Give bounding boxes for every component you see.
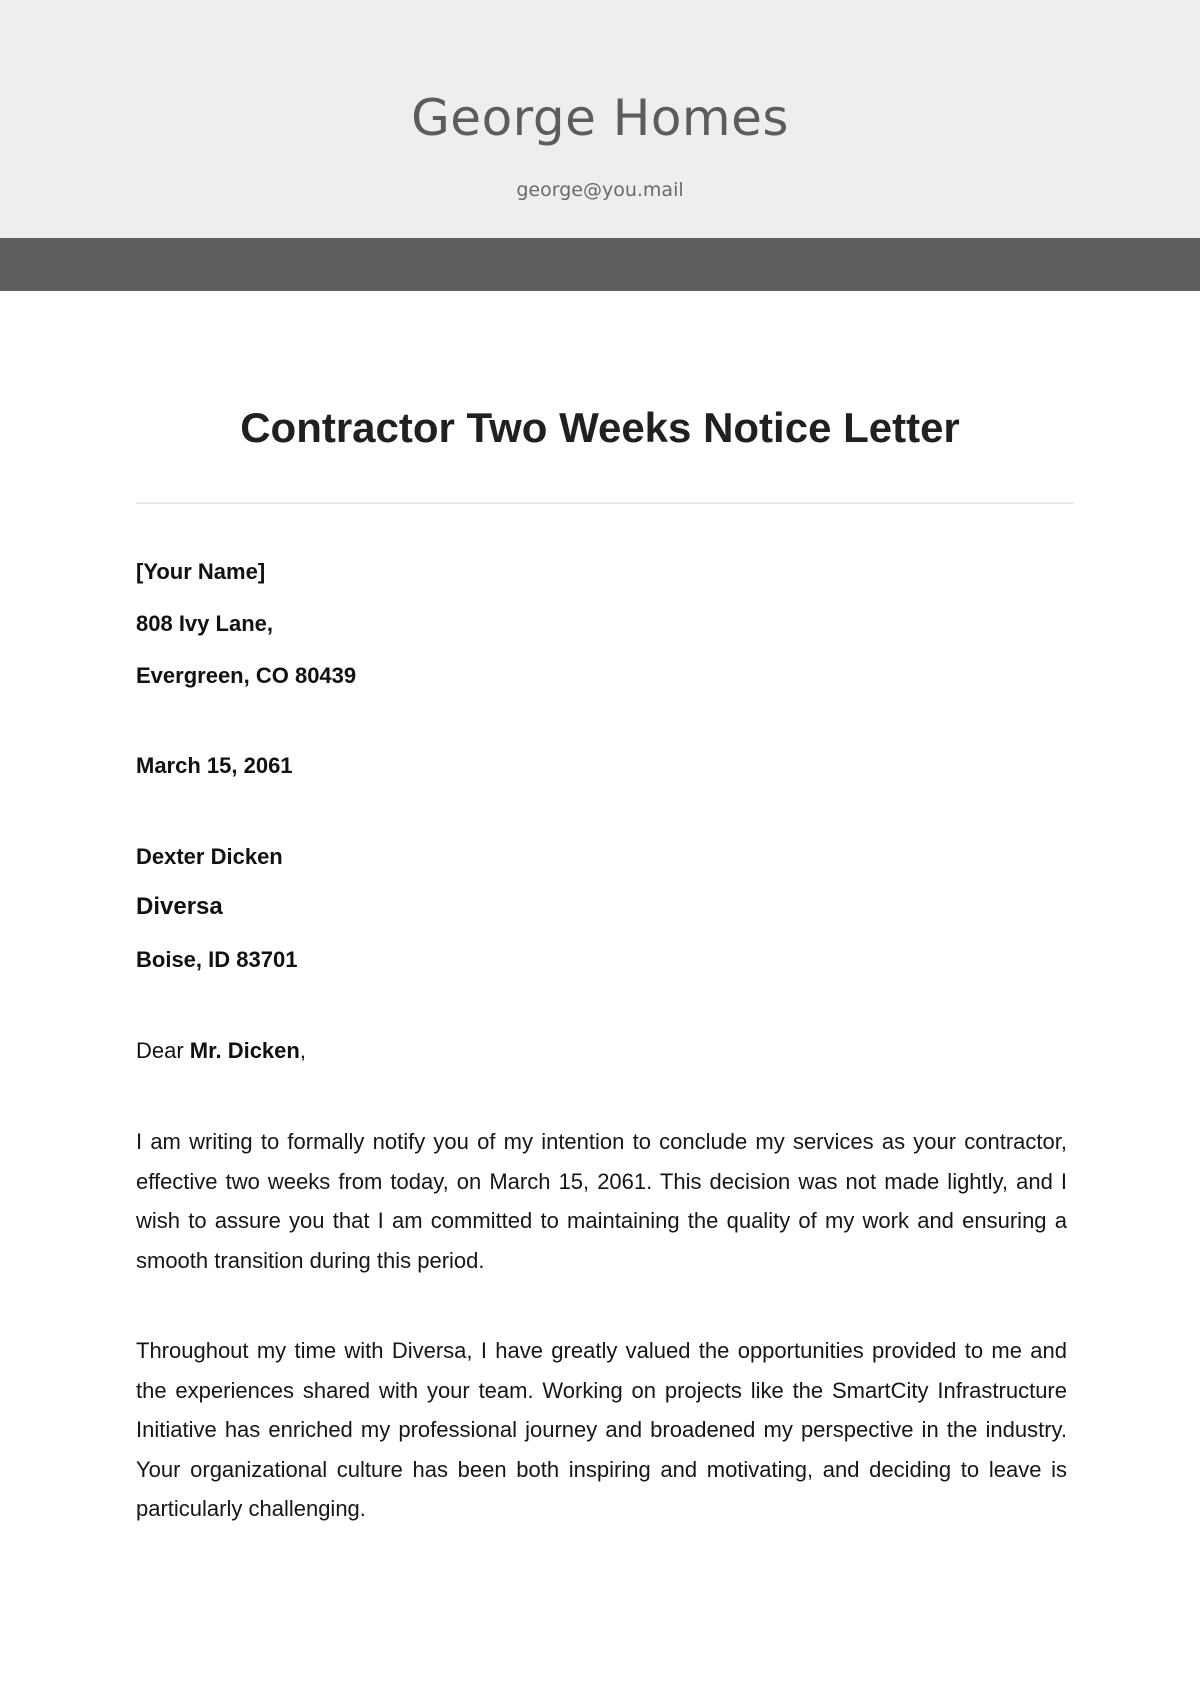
- body-paragraph-2: Throughout my time with Diversa, I have greatly valued the opportunities provided to me and the experiences shared with your team. Working on projects like the SmartCity Infrastructure Initiative has enriched my professional journey and broadened my perspective in the industry. Your organizational culture has been both inspiring and motivating, and deciding to leave is particularly challenging.: [136, 1338, 1067, 1521]
- recipient-name: Dexter Dicken: [136, 844, 283, 869]
- salutation-name: Mr. Dicken: [189, 1038, 300, 1063]
- document-title: Contractor Two Weeks Notice Letter: [240, 404, 960, 451]
- sender-address-line2: Evergreen, CO 80439: [136, 663, 357, 688]
- salutation-suffix: ,: [299, 1038, 306, 1063]
- letterhead: [0, 0, 1200, 238]
- sender-name: [Your Name]: [136, 559, 266, 584]
- body-paragraph-1: I am writing to formally notify you of my intention to conclude my services as your contractor, effective two weeks from today, on March 15, 2061. This decision was not made lightly, and I wish to assure you that I am committed to maintaining the quality of my work and ensuring a smooth transition during this period.: [136, 1129, 1067, 1273]
- recipient-company: Diversa: [136, 893, 223, 920]
- sender-address-line1: 808 Ivy Lane,: [136, 611, 273, 636]
- salutation: [136, 1037, 306, 1065]
- salutation-prefix: Dear: [136, 1038, 190, 1063]
- letter-date: March 15, 2061: [136, 753, 293, 778]
- company-name: George Homes: [411, 89, 789, 147]
- letterhead-band: [0, 238, 1200, 291]
- company-email: george@you.mail: [516, 179, 684, 201]
- recipient-city: Boise, ID 83701: [136, 947, 298, 972]
- title-divider: [136, 502, 1074, 504]
